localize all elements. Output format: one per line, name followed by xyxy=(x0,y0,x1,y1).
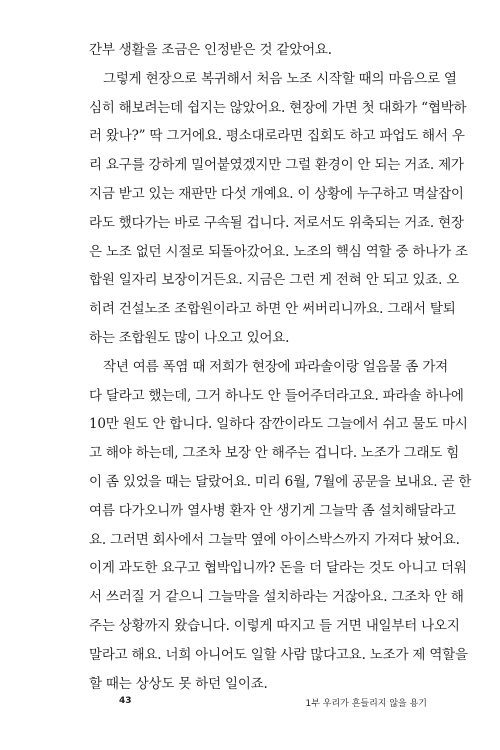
running-head: 1부 우리가 흔들리지 않을 용기 xyxy=(305,699,427,709)
text-line: 심히 해보려는데 쉽지는 않았어요. 현장에 가면 첫 대화가 “협박하 xyxy=(89,99,467,116)
text-line: 여름 다가오니까 열사병 환자 안 생기게 그늘막 좀 설치해달라고 xyxy=(89,502,456,519)
text-line: 라도 했다가는 바로 구속될 겁니다. 저로서도 위축되는 거죠. 현장 xyxy=(89,214,464,231)
paragraph xyxy=(89,65,468,353)
text-line: 합원 일자리 보장이거든요. 지금은 그런 게 전혀 안 되고 있죠. 오 xyxy=(89,272,460,289)
text-line: 히려 건설노조 조합원이라고 하면 안 써버리니까요. 그래서 탈퇴 xyxy=(89,301,456,318)
paragraph xyxy=(89,353,472,699)
text-line: 그렇게 현장으로 복귀해서 처음 노조 시작할 때의 마음으로 열 xyxy=(103,70,457,87)
text-line: 말라고 해요. 너희 아니어도 일할 사람 많다고요. 노조가 제 역할을 xyxy=(89,646,468,663)
text-line: 이 좀 있었을 때는 달랐어요. 미리 6월, 7월에 공문을 보내요. 곧 한 xyxy=(89,473,472,490)
text-line: 리 요구를 강하게 밀어붙였겠지만 그럴 환경이 안 되는 거죠. 제가 xyxy=(89,157,464,174)
text-line: 다 달라고 했는데, 그거 하나도 안 들어주더라고요. 파라솔 하나에 xyxy=(89,387,464,404)
paragraph xyxy=(89,36,411,65)
page-number: 43 xyxy=(119,696,132,706)
text-line: 지금 받고 있는 재판만 다섯 개예요. 이 상황에 누구하고 멱살잡이 xyxy=(89,185,464,202)
text-line: 서 쓰러질 거 같으니 그늘막을 설치하라는 거잖아요. 그조차 안 해 xyxy=(89,589,464,606)
text-line: 할 때는 상상도 못 하던 일이죠. xyxy=(89,675,268,692)
text-line: 작년 여름 폭염 때 저희가 현장에 파라솔이랑 얼음물 좀 가져 xyxy=(103,358,449,375)
page-footer xyxy=(0,696,500,712)
text-line: 주는 상황까지 왔습니다. 이렇게 따지고 들 거면 내일부터 나오지 xyxy=(89,617,460,634)
text-line: 은 노조 없던 시절로 되돌아갔어요. 노조의 핵심 역할 중 하나가 조 xyxy=(89,243,468,260)
text-line: 요. 그러면 회사에서 그늘막 옆에 아이스박스까지 가져다 놨어요. xyxy=(89,531,460,548)
text-line: 러 왔나?” 딱 그거에요. 평소대로라면 집회도 하고 파업도 해서 우 xyxy=(89,128,465,145)
text-line: 간부 생활을 조금은 인정받은 것 같았어요. xyxy=(89,42,332,58)
body-text xyxy=(89,36,472,698)
text-line: 하는 조합원도 많이 나오고 있어요. xyxy=(89,329,290,346)
text-line: 고 해야 하는데, 그조차 보장 안 해주는 겁니다. 노조가 그래도 힘 xyxy=(89,445,460,462)
text-line: 10만 원도 안 합니다. 일하다 잠깐이라도 그늘에서 쉬고 물도 마시 xyxy=(89,416,468,433)
text-line: 이게 과도한 요구고 협박입니까? 돈을 더 달라는 것도 아니고 더워 xyxy=(89,560,467,577)
